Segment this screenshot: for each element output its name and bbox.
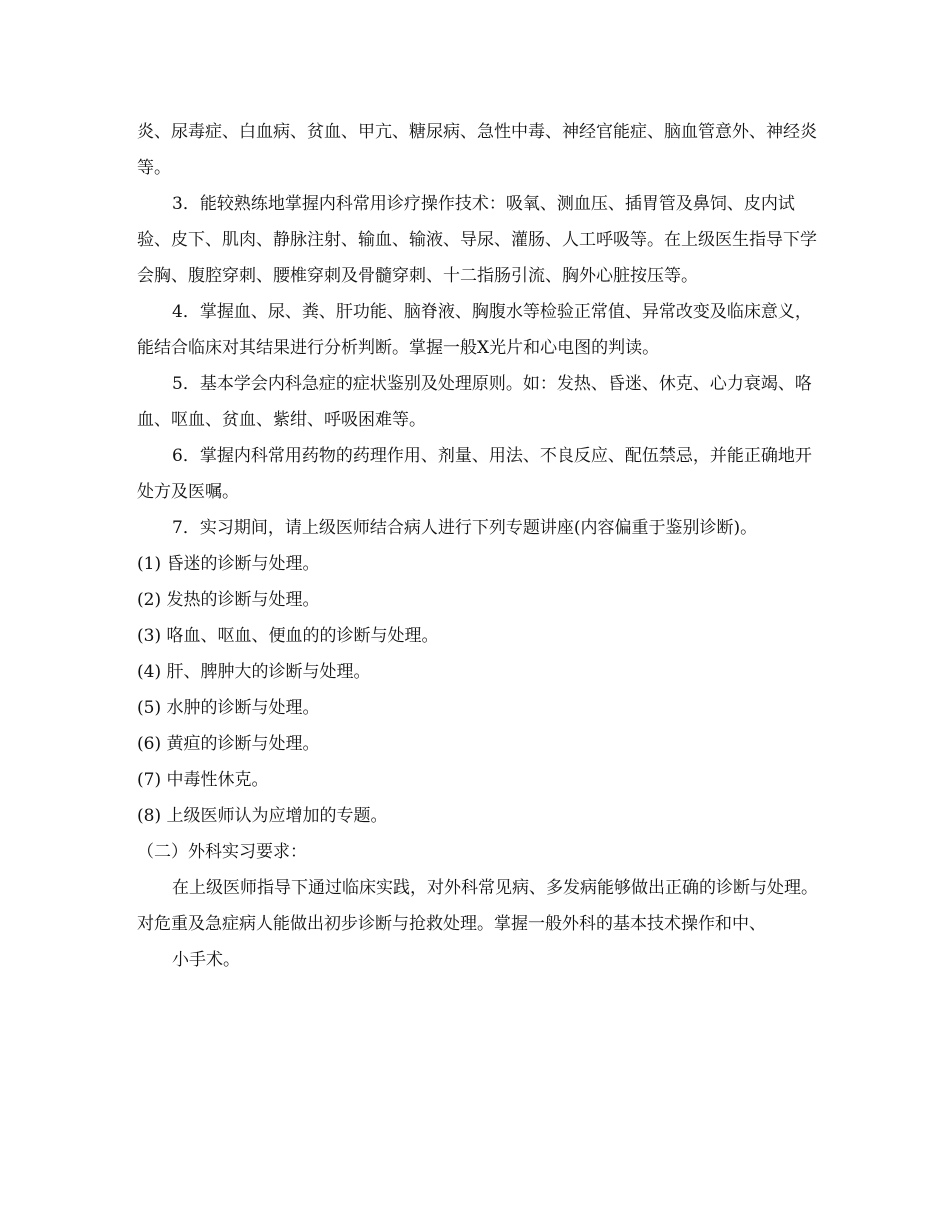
topic-item-7: (7) 中毒性休克。 <box>137 770 269 790</box>
paragraph-surgery-tail: 小手术。 <box>172 950 240 970</box>
paragraph-item-5-emergencies: 5．基本学会内科急症的症状鉴别及处理原则。如：发热、昏迷、休克、心力衰竭、咯血、呕血、贫血、紫绀、呼吸困难等。 <box>137 374 812 430</box>
topic-item-8: (8) 上级医师认为应增加的专题。 <box>137 806 388 826</box>
paragraph-item-3-procedures: 3．能较熟练地掌握内科常用诊疗操作技术：吸氧、测血压、插胃管及鼻饲、皮内试验、皮下、肌肉、静脉注射、输血、输液、导尿、灌肠、人工呼吸等。在上级医生指导下学会胸、腹腔穿刺、腰椎穿刺及骨髓穿刺、十二指肠引流、胸外心脏按压等。 <box>137 194 817 286</box>
topic-item-6: (6) 黄疸的诊断与处理。 <box>137 734 320 754</box>
topic-item-5: (5) 水肿的诊断与处理。 <box>137 698 320 718</box>
section-heading-surgery: （二）外科实习要求： <box>137 842 307 862</box>
paragraph-item-6-drugs: 6．掌握内科常用药物的药理作用、剂量、用法、不良反应、配伍禁忌，并能正确地开处方及医嘱。 <box>137 446 812 502</box>
paragraph-disease-list: 炎、尿毒症、白血病、贫血、甲亢、糖尿病、急性中毒、神经官能症、脑血管意外、神经炎等。 <box>137 122 817 178</box>
paragraph-item-4-lab-tests: 4．掌握血、尿、粪、肝功能、脑脊液、胸腹水等检验正常值、异常改变及临床意义，能结合临床对其结果进行分析判断。掌握一般X光片和心电图的判读。 <box>137 302 812 358</box>
topic-item-2: (2) 发热的诊断与处理。 <box>137 590 320 610</box>
topic-item-4: (4) 肝、脾肿大的诊断与处理。 <box>137 662 371 682</box>
paragraph-surgery-requirements: 在上级医师指导下通过临床实践，对外科常见病、多发病能够做出正确的诊断与处理。对危重及急症病人能做出初步诊断与抢救处理。掌握一般外科的基本技术操作和中、 <box>137 878 818 934</box>
paragraph-item-7-lectures: 7．实习期间，请上级医师结合病人进行下列专题讲座(内容偏重于鉴别诊断)。 <box>172 518 758 538</box>
document-body <box>137 114 827 978</box>
topic-item-3: (3) 咯血、呕血、便血的的诊断与处理。 <box>137 626 439 646</box>
topic-item-1: (1) 昏迷的诊断与处理。 <box>137 554 320 574</box>
